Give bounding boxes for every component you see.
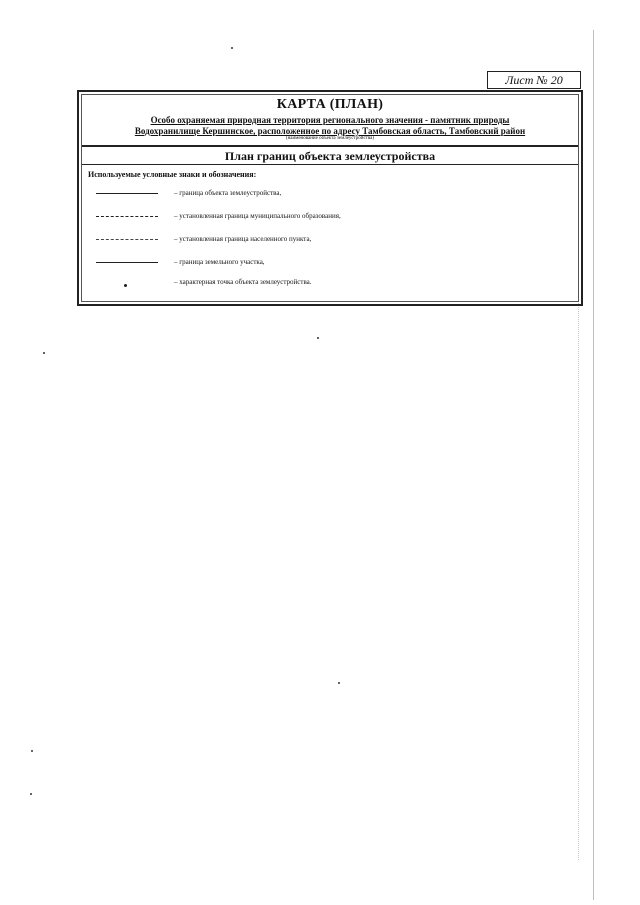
page-edge-line [593, 30, 594, 900]
legend-item [82, 210, 578, 224]
dashed-line-symbol [96, 216, 158, 217]
legend-item [82, 233, 578, 247]
document-frame [77, 90, 583, 306]
page-edge-dots [578, 300, 579, 860]
legend-item-text: – граница земельного участка, [174, 258, 265, 266]
scan-speck [31, 750, 33, 752]
scan-speck [338, 682, 340, 684]
object-name-line2: Водохранилище Кершинское, расположенное по адресу Тамбовская область, Тамбовский район [134, 126, 526, 136]
document-title: КАРТА (ПЛАН) [276, 97, 384, 112]
legend-item-text: – установленная граница населенного пункта, [174, 235, 312, 243]
legend-item-text: – установленная граница муниципального образования, [174, 212, 341, 220]
solid-line-symbol [96, 193, 158, 194]
legend-item-text: – характерная точка объекта землеустройства. [174, 278, 312, 286]
scan-speck [43, 352, 45, 354]
object-name-line1: Особо охраняемая природная территория регионального значения - памятник природы [150, 115, 510, 125]
legend-heading: Используемые условные знаки и обозначения: [88, 170, 257, 179]
scan-speck [317, 337, 319, 339]
point-symbol [124, 284, 127, 287]
header-block [82, 95, 578, 147]
sheet-number: Лист № 20 [505, 72, 563, 87]
frame-inner [81, 94, 579, 302]
legend-item [82, 187, 578, 201]
scan-speck [30, 793, 32, 795]
parcel-line-symbol [96, 262, 158, 263]
plan-title: План границ объекта землеустройства [82, 147, 578, 165]
legend-item-text: – граница объекта землеустройства, [174, 189, 282, 197]
legend-item [82, 256, 578, 270]
legend-item [82, 276, 578, 290]
object-name-caption: (наименование объекта землеустройства) [285, 136, 375, 141]
dashdot-line-symbol [96, 239, 158, 240]
sheet-number-box [487, 71, 581, 89]
scan-speck [231, 47, 233, 49]
